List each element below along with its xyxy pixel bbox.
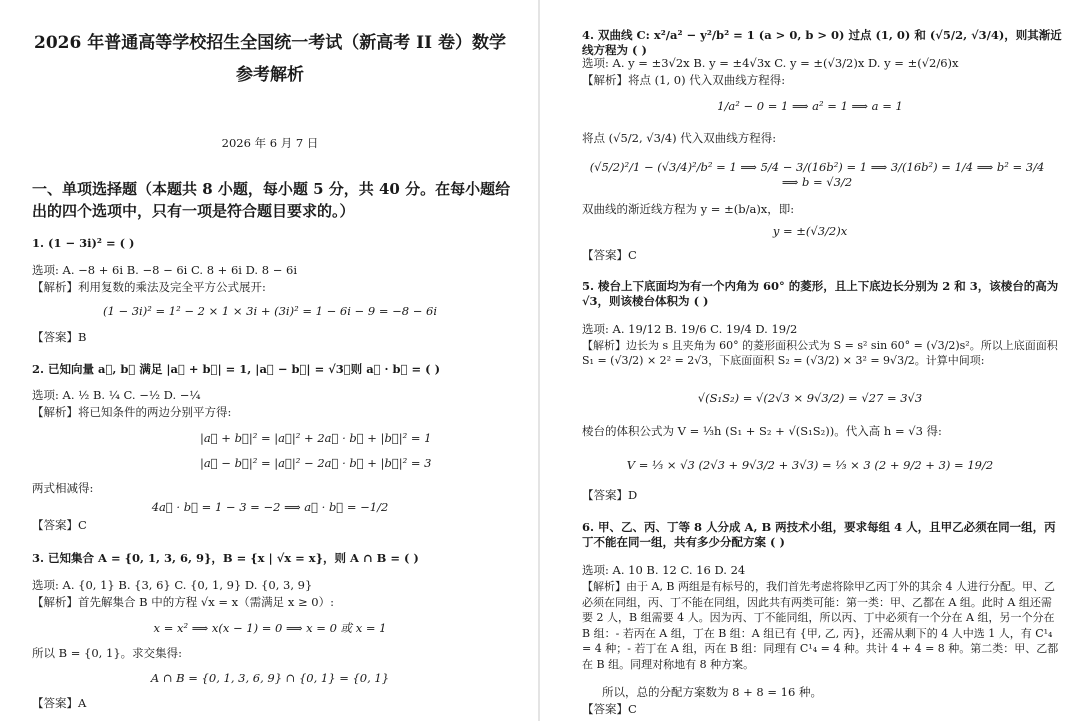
q2-stem: 2. 已知向量 a⃗, b⃗ 满足 |a⃗ + b⃗| = 1, |a⃗ − b⃗| = √3，则 a⃗ · b⃗ = ( ) xyxy=(32,362,441,376)
q3-text: 所以 B = {0, 1}。求交集得: xyxy=(32,646,183,660)
q6-answer: 【答案】C xyxy=(582,702,637,716)
q5-stem: 5. 棱台上下底面均为有一个内角为 60° 的菱形，且上下底边长分别为 2 和 3，该棱台的高为 √3，则该棱台体积为 ( ) xyxy=(582,279,1059,308)
q3-equation-1: x = x² ⟹ x(x − 1) = 0 ⟹ x = 0 或 x = 1 xyxy=(153,621,387,635)
q2-text: 两式相减得: xyxy=(32,481,94,495)
q2-equation-3: 4a⃗ · b⃗ = 1 − 3 = −2 ⟹ a⃗ · b⃗ = −1/2 xyxy=(151,500,389,514)
q2-analysis: 【解析】将已知条件的两边分别平方得: xyxy=(32,405,232,419)
q2-answer: 【答案】C xyxy=(32,518,87,532)
q2-equation-1: |a⃗ + b⃗|² = |a⃗|² + 2a⃗ · b⃗ + |b⃗|² = 1 xyxy=(200,431,432,445)
q6-stem: 6. 甲、乙、丙、丁等 8 人分成 A, B 两技术小组，要求每组 4 人，且甲乙必须在同一组，丙丁不能在同一组，共有多少分配方案 ( ) xyxy=(582,520,1056,549)
q4-options: 选项: A. y = ±3√2x B. y = ±4√3x C. y = ±(√3/2)x D. y = ±(√2/6)x xyxy=(582,56,959,70)
q3-options: 选项: A. {0, 1} B. {3, 6} C. {0, 1, 9} D. {0, 3, 9} xyxy=(32,578,313,592)
q1-options: 选项: A. −8 + 6i B. −8 − 6i C. 8 + 6i D. 8 − 6i xyxy=(32,263,297,277)
q4-text: 双曲线的渐近线方程为 y = ±(b/a)x，即: xyxy=(582,202,795,216)
exam-date: 2026 年 6 月 7 日 xyxy=(221,136,319,150)
section-heading: 一、单项选择题（本题共 8 小题，每小题 5 分，共 40 分。在每小题给出的四个选项中，只有一项是符合题目要求的。） xyxy=(32,180,511,220)
q4-equation-1: 1/a² − 0 = 1 ⟹ a² = 1 ⟹ a = 1 xyxy=(717,99,903,113)
q5-options: 选项: A. 19/12 B. 19/6 C. 19/4 D. 19/2 xyxy=(582,322,798,336)
q6-analysis: 【解析】由于 A, B 两组是有标号的，我们首先考虑将除甲乙丙丁外的其余 4 人进行分配。甲、乙必须在同组，丙、丁不能在同组，因此共有两类可能：第一类：甲、乙都在 A 组。此时 A 组还需要 2 人，B 组需要 4 人。因为丙、丁不能同组，所以丙、丁中必须有一个分在 A 组，另一个分在 B 组：- 若丙在 A 组，丁在 B 组：A 组已有 {甲, 乙, 丙}，还需从剩下的 4 人中选 1 人，有 C¹₄ = 4 种；- 若丁在 A 组，丙在 B 组：同理有 C¹₄ = 4 种。共计 4 + 4 = 8 种。第二类：甲、乙都在 B 组。同理对称地有 8 种方案。 xyxy=(582,580,1059,671)
q1-equation: (1 − 3i)² = 1² − 2 × 1 × 3i + (3i)² = 1 − 6i − 9 = −8 − 6i xyxy=(102,304,438,318)
q6-text: 所以，总的分配方案数为 8 + 8 = 16 种。 xyxy=(602,685,822,699)
q4-analysis-2: 将点 (√5/2, √3/4) 代入双曲线方程得: xyxy=(582,131,777,145)
q6-options: 选项: A. 10 B. 12 C. 16 D. 24 xyxy=(582,563,746,577)
q1-stem: 1. (1 − 3i)² = ( ) xyxy=(32,236,135,250)
q5-answer: 【答案】D xyxy=(582,488,638,502)
q2-options: 选项: A. ½ B. ¼ C. −½ D. −¼ xyxy=(32,388,201,402)
right-page xyxy=(540,0,1080,721)
q3-equation-2: A ∩ B = {0, 1, 3, 6, 9} ∩ {0, 1} = {0, 1} xyxy=(150,671,390,685)
q4-equation-2: (√5/2)²/1 − (√3/4)²/b² = 1 ⟹ 5/4 − 3/(16b²) = 1 ⟹ 3/(16b²) = 1/4 ⟹ b² = 3/4 ⟹ b = √3/2 xyxy=(589,160,1045,189)
q1-analysis: 【解析】利用复数的乘法及完全平方公式展开: xyxy=(32,280,266,294)
q3-stem: 3. 已知集合 A = {0, 1, 3, 6, 9}，B = {x | √x = x}，则 A ∩ B = ( ) xyxy=(32,551,419,565)
q5-text: 棱台的体积公式为 V = ⅓h (S₁ + S₂ + √(S₁S₂))。代入高 h = √3 得: xyxy=(582,424,942,438)
q5-equation-2: V = ⅓ × √3 (2√3 + 9√3/2 + 3√3) = ⅓ × 3 (2 + 9/2 + 3) = 19/2 xyxy=(626,458,994,472)
q4-stem: 4. 双曲线 C: x²/a² − y²/b² = 1 (a > 0, b > 0) 过点 (1, 0) 和 (√5/2, √3/4)，则其渐近线方程为 ( ) xyxy=(582,28,1062,57)
q4-answer: 【答案】C xyxy=(582,248,637,262)
exam-title: 2026 年普通高等学校招生全国统一考试（新高考 II 卷）数学 xyxy=(34,33,506,53)
q1-answer: 【答案】B xyxy=(32,330,87,344)
q3-answer: 【答案】A xyxy=(32,696,87,710)
q4-analysis-1: 【解析】将点 (1, 0) 代入双曲线方程得: xyxy=(582,73,786,87)
q4-equation-3: y = ±(√3/2)x xyxy=(772,224,848,238)
exam-subtitle: 参考解析 xyxy=(236,65,304,85)
q3-analysis: 【解析】首先解集合 B 中的方程 √x = x（需满足 x ≥ 0）: xyxy=(32,595,334,609)
q5-analysis: 【解析】边长为 s 且夹角为 60° 的菱形面积公式为 S = s² sin 60° = (√3/2)s²。所以上底面面积 S₁ = (√3/2) × 2² = 2√3，下底面面积 S₂ = (√3/2) × 3² = 9√3/2。计算中间项: xyxy=(582,339,1058,367)
q2-equation-2: |a⃗ − b⃗|² = |a⃗|² − 2a⃗ · b⃗ + |b⃗|² = 3 xyxy=(200,456,432,470)
q5-equation-1: √(S₁S₂) = √(2√3 × 9√3/2) = √27 = 3√3 xyxy=(697,391,923,405)
